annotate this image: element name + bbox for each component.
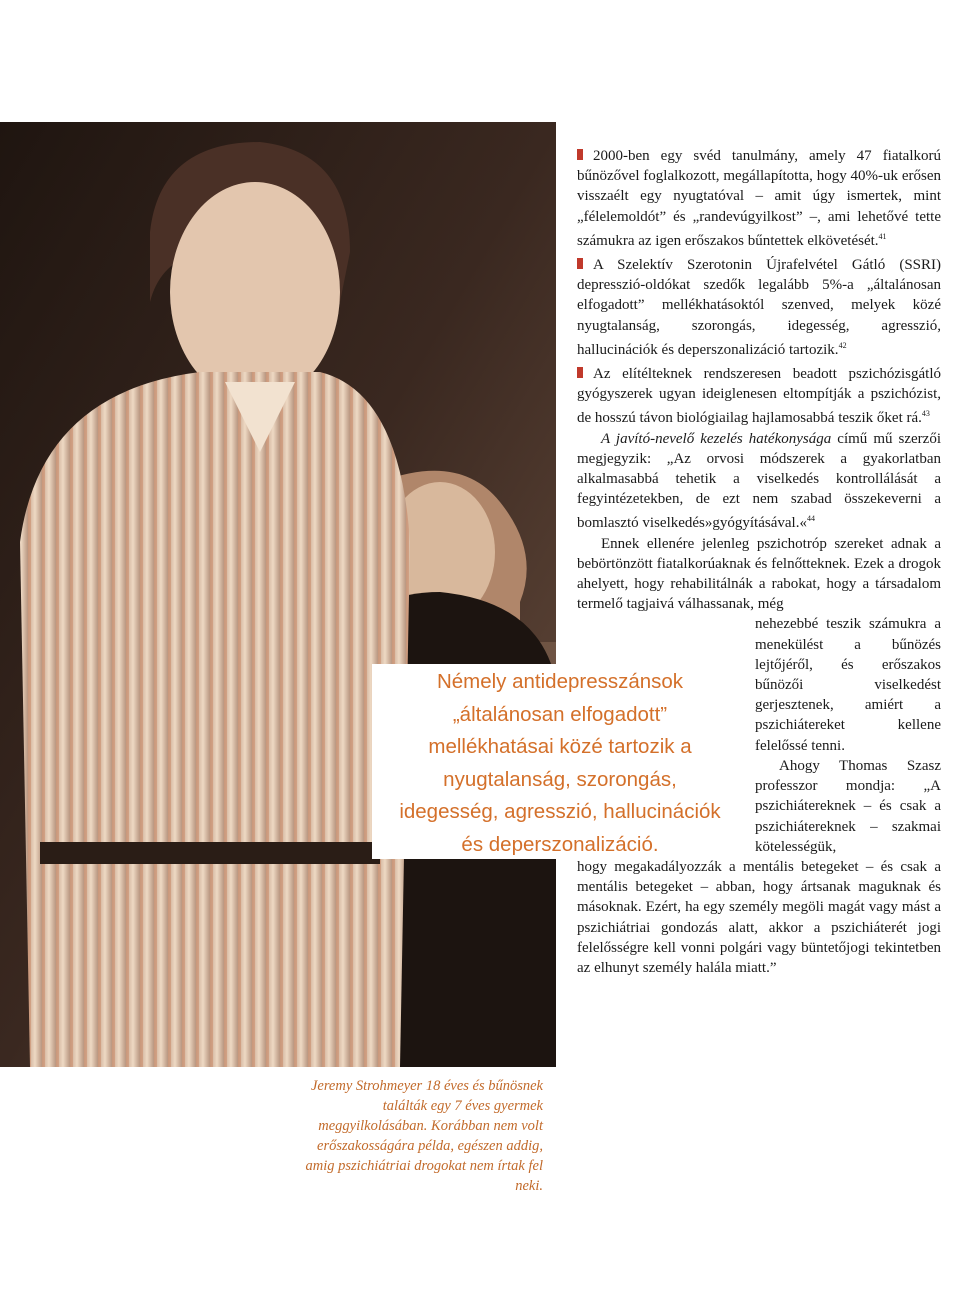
pullquote-line: és deperszonalizáció. (461, 832, 659, 856)
bullet-icon (577, 149, 583, 160)
photo-caption: Jeremy Strohmeyer 18 éves és bűnösnek találták egy 7 éves gyermek meggyilkolásában. Korábban nem volt erőszakosságára példa, egészen addig, amig pszichiátriai drogokat nem írtak fel neki. (305, 1078, 543, 1194)
paragraph-3: Az elítélteknek rendszeresen beadott pszichózisgátló gyógyszerek ugyan ideiglenesen eltompítják a pszichózist, de hosszú távon biológiailag hajlamosabbá teszik őket rá.$^{43}$ (577, 366, 941, 427)
paragraph-2: A Szelektív Szerotonin Újrafelvétel Gátló (SSRI) depresszió-oldókat szedők legalább 5%-a „általánosan elfogadott” mellékhatásoktól szenved, melyek közé nyugtalanság, szorongás, idegesség, agresszió, hallucinációk és deperszonalizáció tartozik.$^{42}$ (577, 257, 941, 358)
bullet-icon (577, 258, 583, 269)
pullquote-line: mellékhatásai közé tartozik a (428, 735, 692, 758)
pullquote-text (372, 664, 748, 861)
book-title: A javító-nevelő kezelés hatékonysága (601, 430, 832, 447)
paragraph-6-continued: hogy megakadályozzák a mentális betegeket – és csak a mentális betegeket – abban, hogy ártsanak maguknak és másoknak. Ezért, ha egy személy megöli magát vagy mást a pszichiátriai gondozás alatt, akkor a pszichiáterét jogi felelősségre kell vonni polgári vagy büntetőjogi tekintetben az elhunyt személy halála miatt.” (577, 858, 941, 976)
photo-illustration (0, 122, 556, 1067)
paragraph-1: 2000-ben egy svéd tanulmány, amely 47 fiatalkorú bűnözővel foglalkozott, megállapította, hogy 40%-uk erősen visszaélt egy nyugtatóval – amit úgy ismertek, mint „félelemoldót” és „randevúgyilkost” –, ami lehetővé tette számukra az igen erőszakos bűntettek elkövetését.$^{41}$ (577, 148, 941, 249)
pullquote-line: idegesség, agresszió, hallucinációk (399, 800, 721, 823)
paragraph-5-continued: nehezebbé teszik számukra a menekülést a bűnözés lejtőjéről, és erőszakos bűnözői viselkedést gerjesztenek, amiért a pszichiátereket kellene felelőssé tenni. (755, 616, 941, 754)
pullquote-line: nyugtalanság, szorongás, (443, 767, 677, 791)
pullquote-line: „általánosan elfogadott” (452, 702, 668, 726)
pullquote-line: Némely antidepresszánsok (436, 670, 684, 693)
footnote-ref: 42 (838, 340, 847, 350)
photo (0, 122, 556, 1067)
pullquote (372, 664, 748, 859)
bullet-icon (577, 367, 583, 378)
footnote-ref: 41 (878, 231, 887, 241)
paragraph-6: Ahogy Thomas Szasz professzor mondja: „A pszichiátereknek – és csak a pszichiátereknek – szakmai kötelességük, (755, 757, 941, 855)
footnote-ref: 43 (921, 409, 930, 419)
paragraph-5: Ennek ellenére jelenleg pszichotróp szereket adnak a bebörtönzött fiatalkorúaknak és felnőtteknek. Ezek a drogok ahelyett, hogy rehabilitálnák a rabokat, hogy a társadalom termelő tagjaivá válhassanak, még (577, 535, 941, 613)
paragraph-4: A javító-nevelő kezelés hatékonysága című mű szerzői megjegyzik: „Az orvosi módszerek a gyakorlatban alkalmasabbá tehetik a viselkedés kontrollálását a fegyintézetekben, de ezt nem szabad összekeverni a bomlasztó viselkedés»gyógyításával.«$^{44}$ (577, 430, 941, 532)
footnote-ref: 44 (806, 514, 815, 524)
